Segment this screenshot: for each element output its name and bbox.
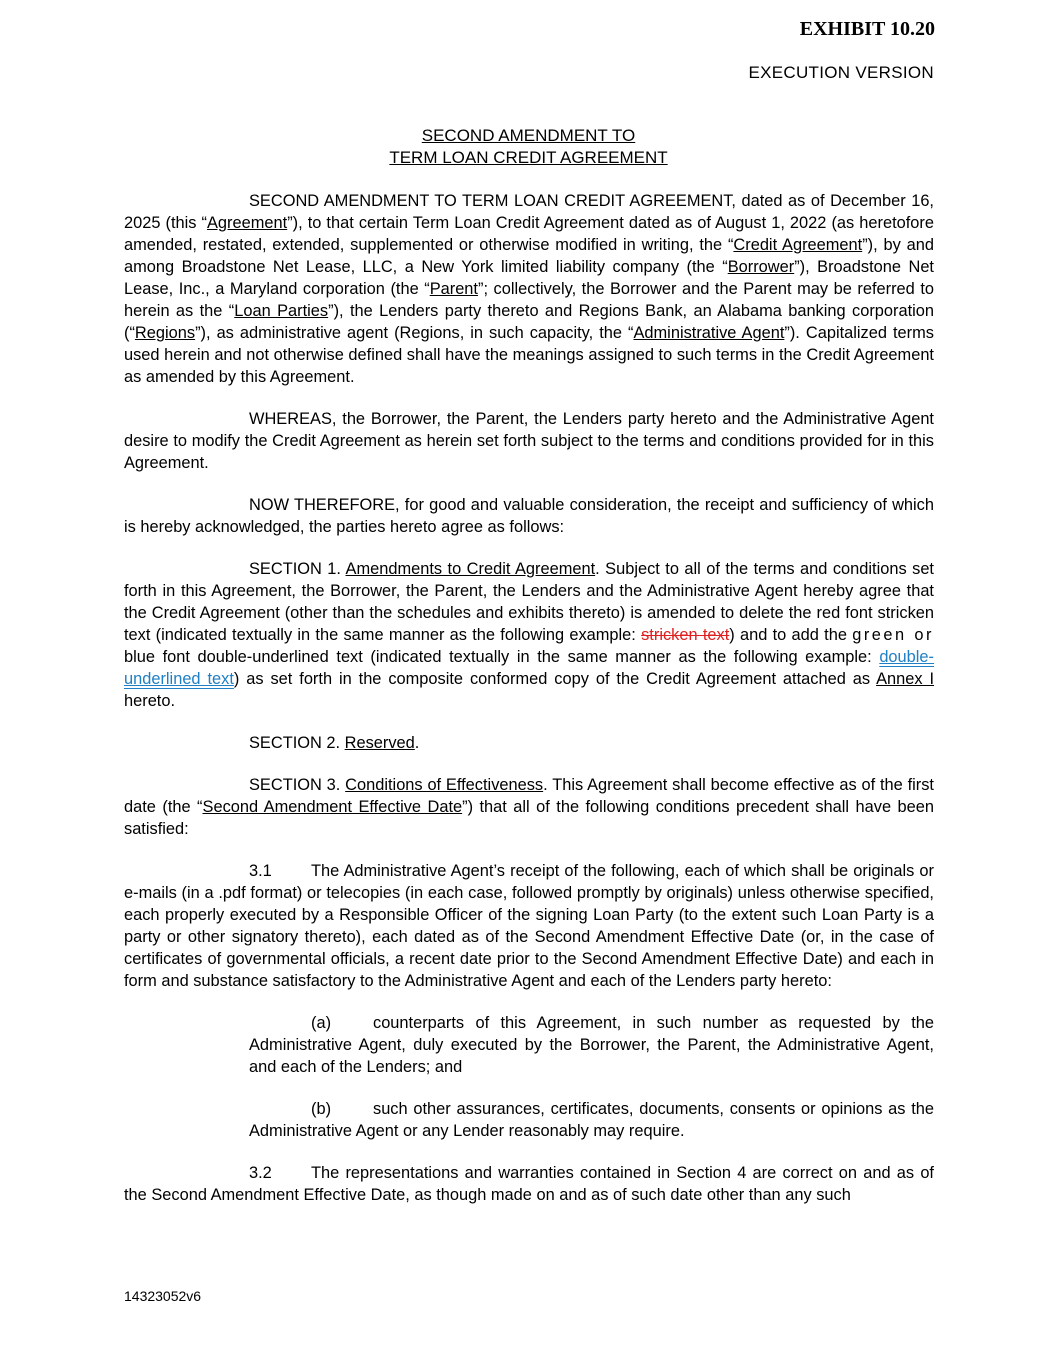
defined-term: Parent <box>429 280 478 298</box>
section-label: SECTION 3. <box>249 776 346 794</box>
section-heading: Amendments to Credit Agreement <box>345 560 596 578</box>
document-title <box>0 125 1057 169</box>
text: ”), as administrative agent (Regions, in such capacity, the “ <box>195 324 634 342</box>
text: ”), the Lenders party thereto and Regions Bank, an Alabama banking corporation (“ <box>124 302 935 342</box>
text: blue font double-underlined text (indicated textually in the same manner as the following example: <box>124 648 880 666</box>
stricken-example: stricken text <box>641 626 730 644</box>
subsection-3-1 <box>124 860 934 992</box>
execution-version-label: EXECUTION VERSION <box>748 63 934 82</box>
whereas-paragraph: WHEREAS, the Borrower, the Parent, the Lenders party hereto and the Administrative Agent desire to modify the Credit Agreement as herein set forth subject to the terms and conditions provided for in this Agreement. <box>124 410 934 472</box>
section-3 <box>124 774 934 840</box>
document-body <box>124 190 934 1226</box>
defined-term: Second Amendment Effective Date <box>202 798 463 816</box>
text: The representations and warranties contained in Section 4 are correct on and as of the Second Amendment Effective Date, as though made on and as of such date other than any such <box>124 1164 934 1204</box>
text: such other assurances, certificates, documents, consents or opinions as the Administrative Agent or any Lender reasonably may require. <box>249 1100 934 1140</box>
section-label: SECTION 1. <box>249 560 346 578</box>
text: ”), Broadstone Net Lease, Inc., a Maryland corporation (the “ <box>124 258 934 298</box>
clause-a <box>249 1012 934 1078</box>
section-1 <box>124 558 934 712</box>
defined-term: Administrative Agent <box>633 324 785 342</box>
clause-label: (a) <box>311 1014 332 1032</box>
text: ”). Capitalized terms used herein and not otherwise defined shall have the meanings assigned to such terms in the Credit Agreement as amended by this Agreement. <box>124 324 934 386</box>
defined-term: Borrower <box>727 258 795 276</box>
text: SECOND AMENDMENT TO TERM LOAN CREDIT AGREEMENT, dated as of December 16, 2025 (this “ <box>124 192 934 232</box>
text: ”), to that certain Term Loan Credit Agreement dated as of August 1, 2022 (as heretofore amended, restated, extended, supplemented or otherwise modified in writing, the “ <box>124 214 934 254</box>
exhibit-number: EXHIBIT 10.20 <box>799 18 935 40</box>
text: hereto. <box>124 692 176 710</box>
now-therefore-paragraph: NOW THEREFORE, for good and valuable consideration, the receipt and sufficiency of which is hereby acknowledged, the parties hereto agree as follows: <box>124 496 934 536</box>
document-id-footer: 14323052v6 <box>124 1288 202 1304</box>
double-underlined-example: double-underlined text <box>124 648 934 688</box>
subsection-3-2 <box>124 1162 934 1206</box>
text: ”; collectively, the Borrower and the Parent may be referred to herein as the “ <box>124 280 934 320</box>
text: ) and to add the <box>729 626 853 644</box>
section-label: SECTION 2. <box>249 734 345 752</box>
text: counterparts of this Agreement, in such number as requested by the Administrative Agent, duly executed by the Borrower, the Parent, the Administrative Agent, and each of the Lenders; and <box>249 1014 934 1076</box>
defined-term: Loan Parties <box>234 302 329 320</box>
annex-reference: Annex I <box>876 670 935 688</box>
text: . <box>414 734 420 752</box>
defined-term: Agreement <box>207 214 288 232</box>
text: . Subject to all of the terms and conditions set forth in this Agreement, the Borrower, the Parent, the Lenders and the Administrative Agent hereby agree that the Credit Agreement (other than the schedules and exhibits thereto) is amended to delete the red font stricken text (indicated textually in the same manner as the following example: <box>124 560 934 644</box>
clause-b <box>249 1098 934 1142</box>
section-heading: Reserved <box>344 734 415 752</box>
text: ”) that all of the following conditions precedent shall have been satisfied: <box>124 798 934 838</box>
text: The Administrative Agent’s receipt of the following, each of which shall be originals or e-mails (in a .pdf format) or telecopies (in each case, followed promptly by originals) unless otherwise specified, each properly executed by a Responsible Officer of the signing Loan Party (to the extent such Loan Party is a party or other signatory thereto), each dated as of the Second Amendment Effective Date (or, in the case of certificates of governmental officials, a recent date prior to the Second Amendment Effective Date) and each in form and substance satisfactory to the Administrative Agent and each of the Lenders party hereto: <box>124 862 934 990</box>
defined-term: Regions <box>134 324 196 342</box>
text: ) as set forth in the composite conformed copy of the Credit Agreement attached as <box>233 670 877 688</box>
section-2 <box>124 732 934 754</box>
text: green or <box>852 626 934 644</box>
text: . This Agreement shall become effective as of the first date (the “ <box>124 776 934 816</box>
text: ”), by and among Broadstone Net Lease, LLC, a New York limited liability company (the “ <box>124 236 934 276</box>
subsection-number: 3.1 <box>249 862 272 880</box>
defined-term: Credit Agreement <box>733 236 863 254</box>
intro-paragraph <box>124 190 934 388</box>
title-line-2: TERM LOAN CREDIT AGREEMENT <box>389 148 668 167</box>
clause-label: (b) <box>311 1100 332 1118</box>
subsection-number: 3.2 <box>249 1164 272 1182</box>
title-line-1: SECOND AMENDMENT TO <box>421 126 636 145</box>
section-heading: Conditions of Effectiveness <box>345 776 544 794</box>
